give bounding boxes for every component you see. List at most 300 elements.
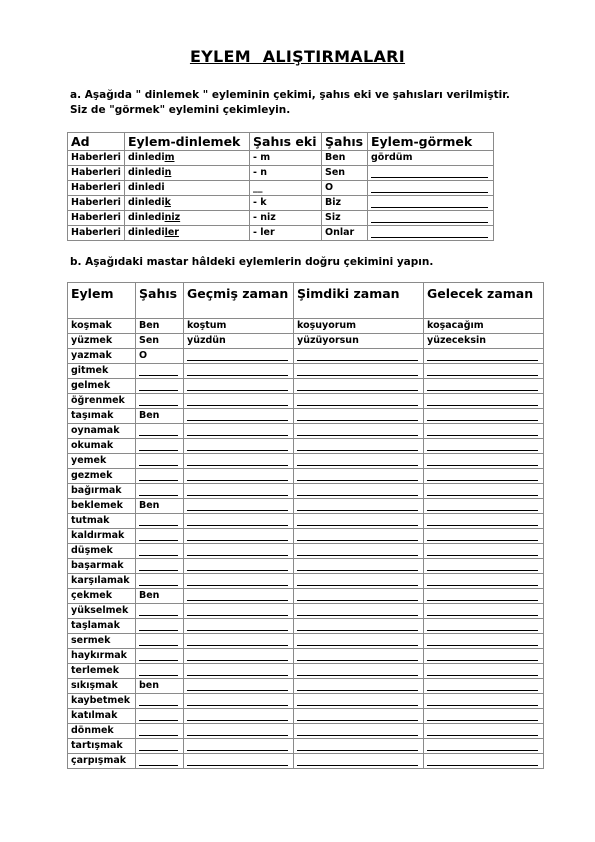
- answer-blank[interactable]: [297, 619, 418, 631]
- answer-blank[interactable]: [139, 739, 178, 751]
- cell-sahis[interactable]: [136, 649, 184, 664]
- answer-blank[interactable]: [187, 724, 288, 736]
- verb-suffix: m: [164, 152, 175, 163]
- cell-gelecek-zaman[interactable]: [424, 364, 544, 379]
- answer-blank[interactable]: [297, 514, 418, 526]
- answer-blank[interactable]: [297, 364, 418, 376]
- answer-blank[interactable]: [139, 649, 178, 661]
- cell-gelecek-zaman[interactable]: [424, 634, 544, 649]
- answer-blank[interactable]: [297, 664, 418, 676]
- answer-blank[interactable]: [297, 454, 418, 466]
- answer-blank[interactable]: [297, 484, 418, 496]
- cell-gecmis-zaman[interactable]: [184, 574, 294, 589]
- answer-blank[interactable]: [187, 514, 288, 526]
- answer-blank[interactable]: [187, 649, 288, 661]
- cell-gecmis-zaman: koştum: [184, 319, 294, 334]
- answer-blank[interactable]: [427, 424, 538, 436]
- answer-blank[interactable]: [297, 529, 418, 541]
- verb-stem: dinledi: [128, 212, 165, 223]
- answer-blank[interactable]: [139, 439, 178, 451]
- answer-blank[interactable]: [427, 364, 538, 376]
- answer-blank[interactable]: [139, 514, 178, 526]
- table-row: [68, 679, 544, 694]
- answer-blank[interactable]: [187, 364, 288, 376]
- header-ad: Ad: [68, 133, 125, 151]
- cell-eylem: katılmak: [68, 709, 136, 724]
- verb-stem: dinledi: [128, 182, 165, 193]
- page-title: EYLEM ALIŞTIRMALARI: [189, 47, 406, 66]
- cell-sahis-eki: - niz: [250, 211, 322, 226]
- cell-gecmis-zaman[interactable]: [184, 724, 294, 739]
- answer-blank[interactable]: [427, 679, 538, 691]
- cell-sahis[interactable]: [136, 574, 184, 589]
- cell-ad: Haberleri: [68, 166, 125, 181]
- answer-blank[interactable]: [427, 589, 538, 601]
- table-row: [68, 484, 544, 499]
- cell-gecmis-zaman[interactable]: [184, 679, 294, 694]
- answer-blank[interactable]: [427, 469, 538, 481]
- cell-gelecek-zaman[interactable]: [424, 484, 544, 499]
- table-row: [68, 334, 544, 349]
- answer-blank[interactable]: [187, 424, 288, 436]
- answer-blank[interactable]: [427, 754, 538, 766]
- answer-blank[interactable]: [371, 196, 488, 208]
- cell-eylem: beklemek: [68, 499, 136, 514]
- cell-eylem: gelmek: [68, 379, 136, 394]
- cell-simdiki-zaman: koşuyorum: [294, 319, 424, 334]
- cell-simdiki-zaman[interactable]: [294, 559, 424, 574]
- cell-sahis: Ben: [136, 499, 184, 514]
- answer-blank[interactable]: [371, 211, 488, 223]
- cell-simdiki-zaman[interactable]: [294, 364, 424, 379]
- cell-sahis[interactable]: [136, 439, 184, 454]
- cell-simdiki-zaman[interactable]: [294, 439, 424, 454]
- cell-simdiki-zaman[interactable]: [294, 574, 424, 589]
- answer-blank[interactable]: [427, 724, 538, 736]
- cell-sahis[interactable]: [136, 394, 184, 409]
- cell-simdiki-zaman[interactable]: [294, 544, 424, 559]
- table-row: [68, 439, 544, 454]
- cell-gecmis-zaman[interactable]: [184, 454, 294, 469]
- cell-eylem: tutmak: [68, 514, 136, 529]
- answer-blank[interactable]: [427, 484, 538, 496]
- answer-blank[interactable]: [427, 379, 538, 391]
- answer-blank[interactable]: [139, 664, 178, 676]
- cell-gelecek-zaman[interactable]: [424, 724, 544, 739]
- cell-gelecek-zaman[interactable]: [424, 394, 544, 409]
- cell-gecmis-zaman[interactable]: [184, 394, 294, 409]
- verb-stem: dinledi: [128, 152, 165, 163]
- cell-simdiki-zaman[interactable]: [294, 409, 424, 424]
- cell-sahis: O: [136, 349, 184, 364]
- cell-simdiki-zaman[interactable]: [294, 694, 424, 709]
- answer-blank[interactable]: [187, 589, 288, 601]
- cell-gelecek-zaman[interactable]: [424, 694, 544, 709]
- cell-gecmis-zaman[interactable]: [184, 709, 294, 724]
- cell-sahis[interactable]: [136, 379, 184, 394]
- answer-blank[interactable]: [297, 409, 418, 421]
- answer-blank[interactable]: [187, 664, 288, 676]
- cell-simdiki-zaman[interactable]: [294, 529, 424, 544]
- cell-gecmis-zaman[interactable]: [184, 754, 294, 769]
- answer-blank[interactable]: [297, 499, 418, 511]
- cell-simdiki-zaman[interactable]: [294, 484, 424, 499]
- answer-blank[interactable]: [139, 529, 178, 541]
- answer-blank[interactable]: [297, 634, 418, 646]
- instruction-a: [70, 88, 550, 117]
- cell-gelecek-zaman[interactable]: [424, 679, 544, 694]
- cell-eylem: tartışmak: [68, 739, 136, 754]
- cell-simdiki-zaman[interactable]: [294, 394, 424, 409]
- cell-eylem-dinlemek: [125, 226, 250, 241]
- cell-sahis[interactable]: [136, 724, 184, 739]
- header-gelecek-zaman: Gelecek zaman: [424, 283, 544, 319]
- cell-gelecek-zaman[interactable]: [424, 619, 544, 634]
- cell-gecmis-zaman[interactable]: [184, 349, 294, 364]
- answer-blank[interactable]: [297, 559, 418, 571]
- answer-blank[interactable]: [427, 559, 538, 571]
- answer-blank[interactable]: [427, 694, 538, 706]
- answer-blank[interactable]: [297, 439, 418, 451]
- cell-sahis[interactable]: [136, 664, 184, 679]
- cell-gelecek-zaman[interactable]: [424, 454, 544, 469]
- answer-blank[interactable]: [187, 544, 288, 556]
- cell-sahis[interactable]: [136, 709, 184, 724]
- cell-gecmis-zaman[interactable]: [184, 634, 294, 649]
- answer-blank[interactable]: [427, 634, 538, 646]
- cell-eylem: kaldırmak: [68, 529, 136, 544]
- answer-blank[interactable]: [187, 439, 288, 451]
- answer-blank[interactable]: [297, 544, 418, 556]
- answer-blank[interactable]: [297, 394, 418, 406]
- answer-blank[interactable]: [187, 574, 288, 586]
- cell-gelecek-zaman[interactable]: [424, 439, 544, 454]
- cell-eylem: çekmek: [68, 589, 136, 604]
- cell-gelecek-zaman[interactable]: [424, 559, 544, 574]
- cell-simdiki-zaman[interactable]: [294, 634, 424, 649]
- cell-ad: Haberleri: [68, 151, 125, 166]
- answer-blank[interactable]: [427, 514, 538, 526]
- cell-sahis[interactable]: [136, 514, 184, 529]
- answer-blank[interactable]: [297, 574, 418, 586]
- cell-eylem: kaybetmek: [68, 694, 136, 709]
- cell-eylem: sermek: [68, 634, 136, 649]
- cell-gelecek-zaman[interactable]: [424, 544, 544, 559]
- answer-blank[interactable]: [371, 226, 488, 238]
- cell-gelecek-zaman[interactable]: [424, 409, 544, 424]
- cell-sahis[interactable]: [136, 454, 184, 469]
- cell-gecmis-zaman[interactable]: [184, 379, 294, 394]
- cell-eylem-gormek[interactable]: [368, 166, 494, 181]
- cell-gecmis-zaman[interactable]: [184, 544, 294, 559]
- cell-gelecek-zaman[interactable]: [424, 469, 544, 484]
- answer-blank[interactable]: [427, 649, 538, 661]
- cell-gelecek-zaman: koşacağım: [424, 319, 544, 334]
- cell-gelecek-zaman[interactable]: [424, 529, 544, 544]
- answer-blank[interactable]: [297, 604, 418, 616]
- answer-blank[interactable]: [187, 619, 288, 631]
- answer-blank[interactable]: [139, 709, 178, 721]
- cell-gecmis-zaman[interactable]: [184, 559, 294, 574]
- answer-blank[interactable]: [139, 379, 178, 391]
- verb-suffix: ler: [164, 227, 179, 238]
- instruction-a-line2: Siz de "görmek" eylemini çekimleyin.: [70, 103, 291, 116]
- cell-sahis[interactable]: [136, 469, 184, 484]
- cell-eylem: çarpışmak: [68, 754, 136, 769]
- table-row: [68, 181, 494, 196]
- cell-simdiki-zaman[interactable]: [294, 604, 424, 619]
- cell-gecmis-zaman[interactable]: [184, 409, 294, 424]
- cell-simdiki-zaman[interactable]: [294, 679, 424, 694]
- answer-blank[interactable]: [139, 634, 178, 646]
- cell-gecmis-zaman[interactable]: [184, 604, 294, 619]
- cell-simdiki-zaman[interactable]: [294, 424, 424, 439]
- answer-blank[interactable]: [427, 349, 538, 361]
- answer-blank[interactable]: [139, 619, 178, 631]
- table-row: [68, 424, 544, 439]
- cell-gelecek-zaman[interactable]: [424, 604, 544, 619]
- answer-blank[interactable]: [187, 754, 288, 766]
- cell-gecmis-zaman[interactable]: [184, 664, 294, 679]
- cell-gelecek-zaman[interactable]: [424, 514, 544, 529]
- cell-simdiki-zaman[interactable]: [294, 619, 424, 634]
- cell-eylem-gormek[interactable]: [368, 211, 494, 226]
- cell-simdiki-zaman[interactable]: [294, 514, 424, 529]
- cell-eylem-dinlemek: [125, 181, 250, 196]
- cell-eylem: okumak: [68, 439, 136, 454]
- table-dinlemek: [67, 132, 494, 241]
- verb-suffix: n: [164, 167, 172, 178]
- cell-eylem-dinlemek: [125, 211, 250, 226]
- answer-blank[interactable]: [427, 574, 538, 586]
- table-row: [68, 634, 544, 649]
- header-eylem: Eylem: [68, 283, 136, 319]
- answer-blank[interactable]: [297, 379, 418, 391]
- cell-sahis[interactable]: [136, 604, 184, 619]
- table-row: [68, 574, 544, 589]
- instruction-a-line1: a. Aşağıda " dinlemek " eyleminin çekimi, şahıs eki ve şahısları verilmiştir.: [70, 89, 510, 101]
- cell-gelecek-zaman[interactable]: [424, 664, 544, 679]
- cell-sahis[interactable]: [136, 364, 184, 379]
- cell-eylem: öğrenmek: [68, 394, 136, 409]
- cell-sahis: Ben: [322, 151, 368, 166]
- answer-blank[interactable]: [297, 469, 418, 481]
- answer-blank[interactable]: [427, 499, 538, 511]
- cell-gelecek-zaman[interactable]: [424, 424, 544, 439]
- answer-blank[interactable]: [139, 484, 178, 496]
- answer-blank[interactable]: [139, 544, 178, 556]
- answer-blank[interactable]: [371, 166, 488, 178]
- answer-blank[interactable]: [187, 379, 288, 391]
- cell-simdiki-zaman[interactable]: [294, 349, 424, 364]
- answer-blank[interactable]: [139, 364, 178, 376]
- cell-eylem: başarmak: [68, 559, 136, 574]
- answer-blank[interactable]: [427, 619, 538, 631]
- answer-blank[interactable]: [427, 439, 538, 451]
- cell-sahis-eki: - ler: [250, 226, 322, 241]
- table-header-row: [68, 133, 494, 151]
- cell-eylem-gormek[interactable]: [368, 196, 494, 211]
- table-row: [68, 454, 544, 469]
- answer-blank[interactable]: [139, 694, 178, 706]
- answer-blank[interactable]: [187, 739, 288, 751]
- cell-gelecek-zaman[interactable]: [424, 649, 544, 664]
- answer-blank[interactable]: [371, 181, 488, 193]
- cell-gecmis-zaman[interactable]: [184, 529, 294, 544]
- answer-blank[interactable]: [427, 664, 538, 676]
- cell-simdiki-zaman[interactable]: [294, 709, 424, 724]
- answer-blank[interactable]: [297, 589, 418, 601]
- answer-blank[interactable]: [427, 709, 538, 721]
- header-sahis: Şahıs: [322, 133, 368, 151]
- answer-blank[interactable]: [187, 709, 288, 721]
- table-row: [68, 559, 544, 574]
- cell-eylem-dinlemek: [125, 196, 250, 211]
- cell-sahis[interactable]: [136, 484, 184, 499]
- cell-sahis[interactable]: [136, 544, 184, 559]
- cell-gecmis-zaman[interactable]: [184, 589, 294, 604]
- cell-simdiki-zaman[interactable]: [294, 469, 424, 484]
- cell-gecmis-zaman[interactable]: [184, 439, 294, 454]
- table-row: [68, 379, 544, 394]
- cell-gelecek-zaman[interactable]: [424, 499, 544, 514]
- answer-blank[interactable]: [139, 559, 178, 571]
- cell-sahis[interactable]: [136, 619, 184, 634]
- answer-blank[interactable]: [187, 694, 288, 706]
- answer-blank[interactable]: [139, 469, 178, 481]
- cell-sahis: O: [322, 181, 368, 196]
- cell-eylem-dinlemek: [125, 166, 250, 181]
- answer-blank[interactable]: [139, 574, 178, 586]
- cell-gelecek-zaman[interactable]: [424, 574, 544, 589]
- cell-simdiki-zaman[interactable]: [294, 454, 424, 469]
- table-row: [68, 619, 544, 634]
- answer-blank[interactable]: [187, 484, 288, 496]
- cell-sahis[interactable]: [136, 694, 184, 709]
- answer-blank[interactable]: [139, 754, 178, 766]
- cell-eylem: yükselmek: [68, 604, 136, 619]
- answer-blank[interactable]: [427, 739, 538, 751]
- cell-simdiki-zaman[interactable]: [294, 379, 424, 394]
- cell-gecmis-zaman[interactable]: [184, 649, 294, 664]
- cell-gecmis-zaman[interactable]: [184, 694, 294, 709]
- answer-blank[interactable]: [427, 604, 538, 616]
- cell-eylem-gormek[interactable]: [368, 181, 494, 196]
- cell-sahis[interactable]: [136, 754, 184, 769]
- cell-simdiki-zaman[interactable]: [294, 499, 424, 514]
- cell-sahis[interactable]: [136, 529, 184, 544]
- cell-gelecek-zaman[interactable]: [424, 739, 544, 754]
- table-row: [68, 409, 544, 424]
- cell-gecmis-zaman[interactable]: [184, 499, 294, 514]
- answer-blank[interactable]: [297, 649, 418, 661]
- answer-blank[interactable]: [187, 499, 288, 511]
- answer-blank[interactable]: [297, 424, 418, 436]
- answer-blank[interactable]: [427, 394, 538, 406]
- answer-blank[interactable]: [297, 754, 418, 766]
- header-gecmis-zaman: Geçmiş zaman: [184, 283, 294, 319]
- cell-gecmis-zaman[interactable]: [184, 364, 294, 379]
- answer-blank[interactable]: [427, 454, 538, 466]
- answer-blank[interactable]: [427, 544, 538, 556]
- table-row: [68, 604, 544, 619]
- answer-blank[interactable]: [297, 349, 418, 361]
- answer-blank[interactable]: [187, 394, 288, 406]
- answer-blank[interactable]: [187, 634, 288, 646]
- table-row: [68, 739, 544, 754]
- answer-blank[interactable]: [427, 409, 538, 421]
- answer-blank[interactable]: [297, 679, 418, 691]
- cell-sahis[interactable]: [136, 424, 184, 439]
- answer-blank[interactable]: [187, 559, 288, 571]
- answer-blank[interactable]: [139, 424, 178, 436]
- cell-eylem: sıkışmak: [68, 679, 136, 694]
- cell-eylem: dönmek: [68, 724, 136, 739]
- cell-gelecek-zaman[interactable]: [424, 379, 544, 394]
- answer-blank[interactable]: [139, 604, 178, 616]
- cell-gecmis-zaman[interactable]: [184, 619, 294, 634]
- cell-gelecek-zaman[interactable]: [424, 754, 544, 769]
- verb-suffix: niz: [164, 212, 181, 223]
- table-row: [68, 754, 544, 769]
- cell-simdiki-zaman[interactable]: [294, 589, 424, 604]
- cell-sahis[interactable]: [136, 739, 184, 754]
- table-row: [68, 589, 544, 604]
- cell-gecmis-zaman[interactable]: [184, 469, 294, 484]
- cell-gelecek-zaman[interactable]: [424, 349, 544, 364]
- cell-simdiki-zaman[interactable]: [294, 724, 424, 739]
- table-row: [68, 469, 544, 484]
- answer-blank[interactable]: [139, 724, 178, 736]
- cell-eylem-dinlemek: [125, 151, 250, 166]
- cell-eylem: haykırmak: [68, 649, 136, 664]
- cell-simdiki-zaman[interactable]: [294, 664, 424, 679]
- cell-eylem: taşlamak: [68, 619, 136, 634]
- answer-blank[interactable]: [297, 739, 418, 751]
- answer-blank[interactable]: [297, 724, 418, 736]
- cell-simdiki-zaman[interactable]: [294, 739, 424, 754]
- cell-simdiki-zaman[interactable]: [294, 649, 424, 664]
- cell-gelecek-zaman[interactable]: [424, 709, 544, 724]
- answer-blank[interactable]: [139, 454, 178, 466]
- answer-blank[interactable]: [187, 604, 288, 616]
- cell-sahis: Biz: [322, 196, 368, 211]
- cell-gecmis-zaman[interactable]: [184, 424, 294, 439]
- cell-gecmis-zaman[interactable]: [184, 514, 294, 529]
- cell-gecmis-zaman[interactable]: [184, 739, 294, 754]
- answer-blank[interactable]: [427, 529, 538, 541]
- cell-simdiki-zaman[interactable]: [294, 754, 424, 769]
- answer-blank[interactable]: [187, 409, 288, 421]
- cell-eylem: taşımak: [68, 409, 136, 424]
- answer-blank[interactable]: [187, 349, 288, 361]
- cell-gelecek-zaman[interactable]: [424, 589, 544, 604]
- cell-sahis[interactable]: [136, 634, 184, 649]
- answer-blank[interactable]: [297, 694, 418, 706]
- answer-blank[interactable]: [187, 454, 288, 466]
- answer-blank[interactable]: [187, 529, 288, 541]
- answer-blank[interactable]: [139, 394, 178, 406]
- cell-eylem-gormek[interactable]: [368, 226, 494, 241]
- answer-blank[interactable]: [297, 709, 418, 721]
- cell-sahis[interactable]: [136, 559, 184, 574]
- cell-ad: Haberleri: [68, 196, 125, 211]
- answer-blank[interactable]: [187, 469, 288, 481]
- cell-gecmis-zaman[interactable]: [184, 484, 294, 499]
- verb-stem: dinledi: [128, 167, 165, 178]
- answer-blank[interactable]: [187, 679, 288, 691]
- cell-sahis-eki: - m: [250, 151, 322, 166]
